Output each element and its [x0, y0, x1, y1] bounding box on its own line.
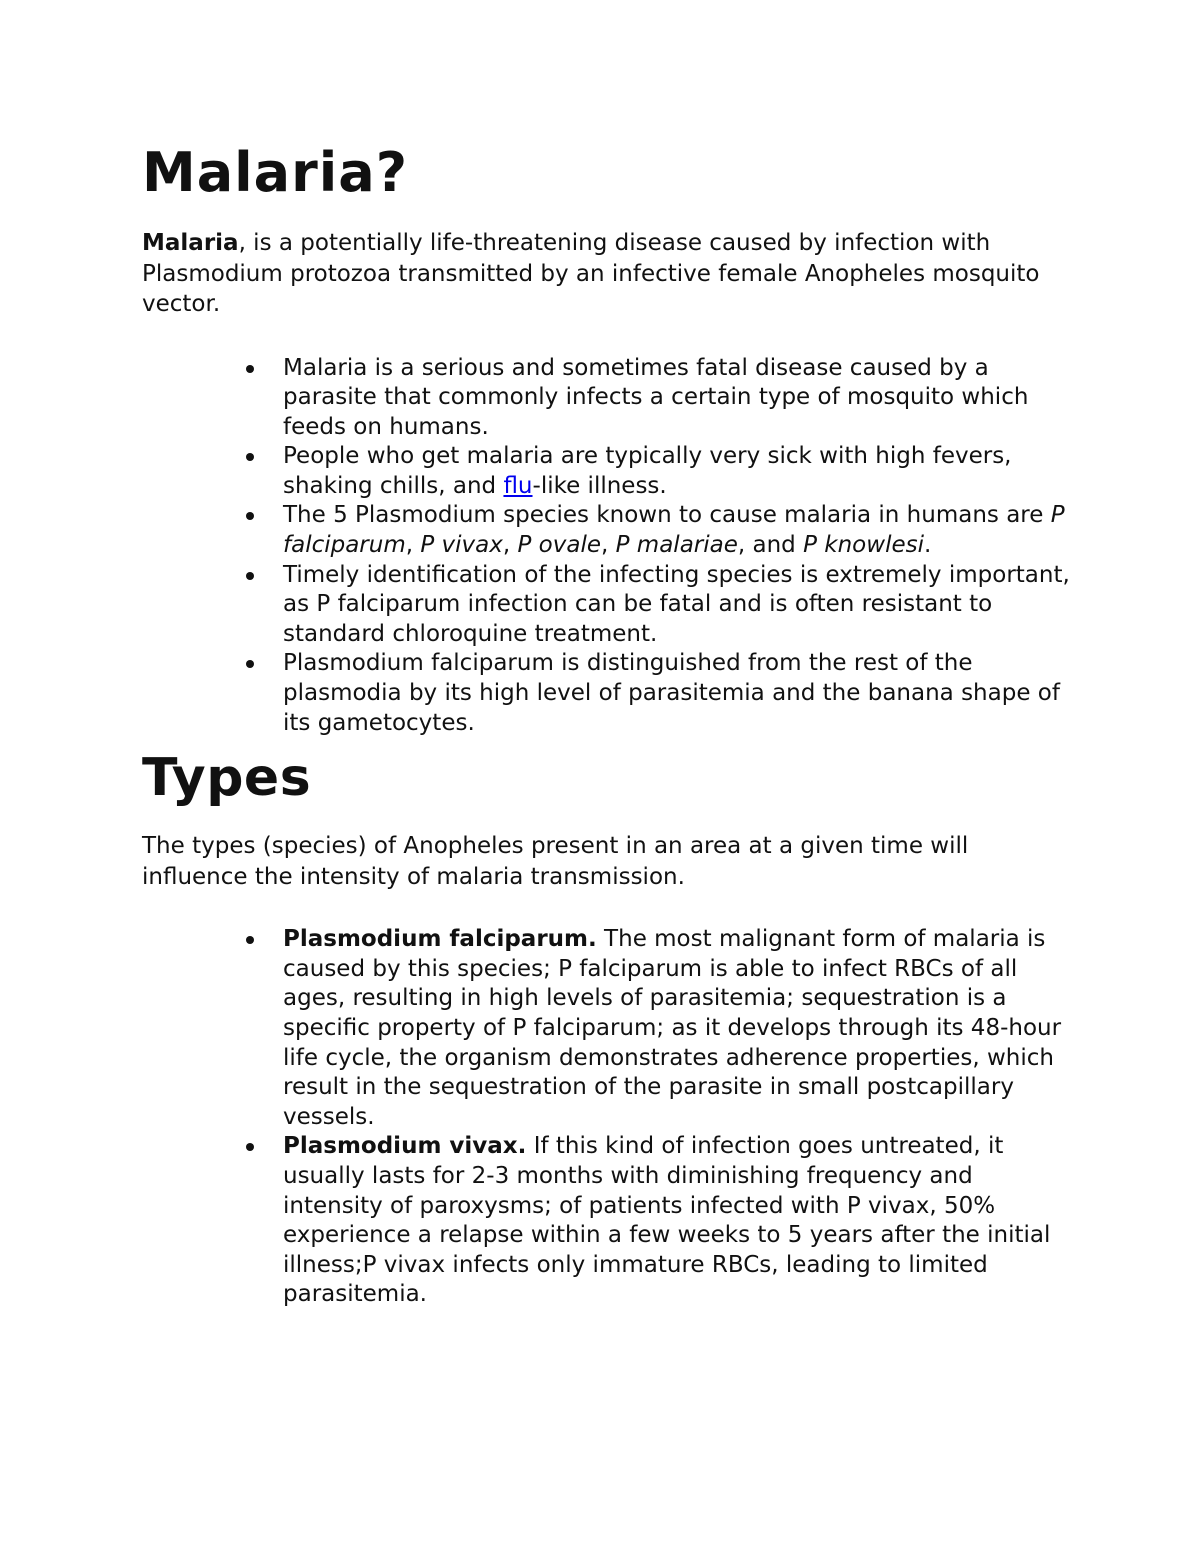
- bullet-icon: [246, 453, 254, 461]
- list-item-text: Plasmodium falciparum is distinguished from the rest of the plasmodia by its high level of parasitemia and the banana shape of its gametocytes.: [283, 650, 1060, 736]
- list-item-text-after: -like illness.: [532, 472, 667, 499]
- bullet-icon: [246, 936, 254, 944]
- bullet-icon: [246, 660, 254, 668]
- intro-text: , is a potentially life-threatening disease caused by infection with Plasmodium protozoa transmitted by an infective female Anopheles mosquito vector.: [142, 230, 1040, 317]
- list-item: [142, 925, 1072, 1132]
- type-name: Plasmodium falciparum.: [283, 926, 597, 953]
- list-item-end: .: [923, 532, 932, 559]
- bullet-icon: [246, 1143, 254, 1151]
- types-heading: Types: [142, 748, 312, 809]
- type-name: Plasmodium vivax.: [283, 1133, 527, 1160]
- intro-term: Malaria: [142, 230, 239, 256]
- intro-paragraph: [142, 228, 1072, 320]
- page-title: Malaria?: [142, 141, 409, 204]
- types-intro-paragraph: The types (species) of Anopheles present in an area at a given time will influence the intensity of malaria transmission.: [142, 833, 969, 890]
- list-item-text: Malaria is a serious and sometimes fatal disease caused by a parasite that commonly infects a certain type of mosquito which feeds on humans.: [283, 354, 1029, 440]
- species-separator: ,: [405, 532, 421, 559]
- bullet-icon: [246, 512, 254, 520]
- type-description: The most malignant form of malaria is caused by this species; P falciparum is able to infect RBCs of all ages, resulting in high levels of parasitemia; sequestration is a specific property of P falciparum; as it develops through its 48-hour life cycle, the organism demonstrates adherence properties, which result in the sequestration of the parasite in small postcapillary vessels.: [283, 926, 1062, 1130]
- flu-link[interactable]: flu: [503, 472, 533, 499]
- bullet-icon: [246, 365, 254, 373]
- bullet-icon: [246, 572, 254, 580]
- list-item-text: The 5 Plasmodium species known to cause malaria in humans are: [283, 502, 1051, 529]
- species-p-falciparum: P falciparum: [283, 502, 1065, 559]
- malaria-facts-list: [142, 354, 1072, 739]
- type-description: If this kind of infection goes untreated, it usually lasts for 2-3 months with diminishing frequency and intensity of paroxysms; of patients infected with P vivax, 50% experience a relapse within a few weeks to 5 years after the initial illness;P vivax infects only immature RBCs, leading to limited parasitemia.: [283, 1133, 1051, 1308]
- species-p-malariae: P malariae: [615, 532, 738, 559]
- list-item: [142, 561, 1072, 650]
- list-item-text: People who get malaria are typically very sick with high fevers, shaking chills, and: [283, 443, 1012, 499]
- list-item: [142, 354, 1072, 443]
- species-separator: ,: [601, 532, 616, 559]
- list-item-text: Timely identification of the infecting species is extremely important, as P falciparum infection can be fatal and is often resistant to standard chloroquine treatment.: [283, 561, 1070, 647]
- species-p-knowlesi: P knowlesi: [803, 532, 924, 559]
- species-p-vivax: P vivax: [420, 532, 503, 559]
- species-separator: , and: [737, 532, 804, 559]
- species-separator: ,: [502, 532, 518, 559]
- list-item: [142, 1132, 1072, 1310]
- document-page: [142, 138, 1072, 1310]
- types-list: [142, 925, 1072, 1310]
- list-item: [142, 442, 1072, 501]
- species-p-ovale: P ovale: [517, 532, 601, 559]
- list-item: [142, 501, 1072, 560]
- list-item: [142, 649, 1072, 738]
